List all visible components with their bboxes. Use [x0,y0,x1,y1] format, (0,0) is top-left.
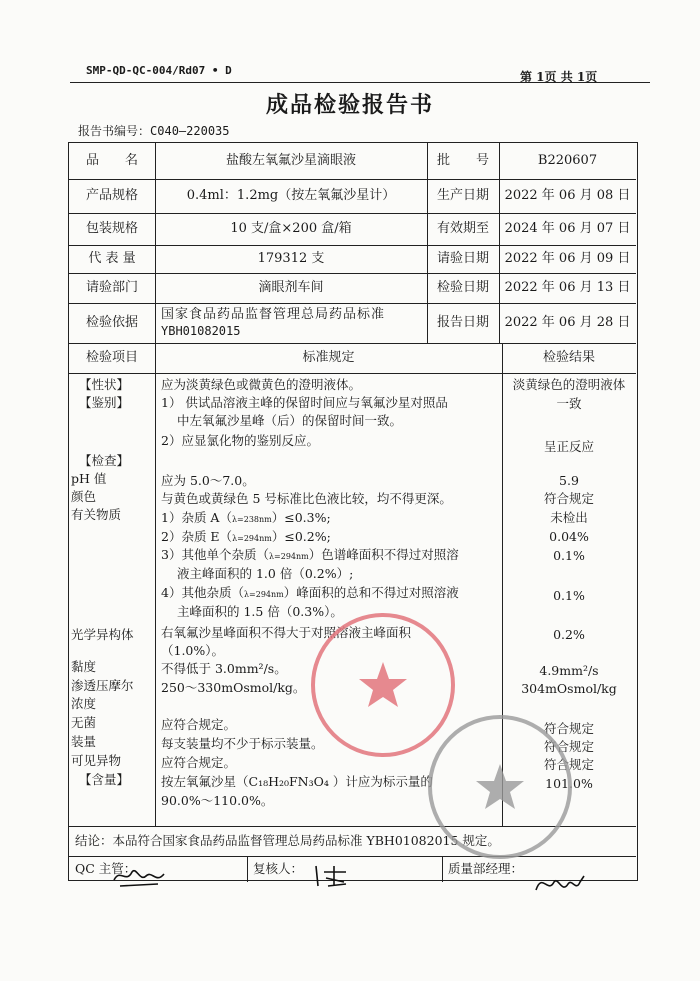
item-color: 颜色 [71,489,97,504]
qc-supervisor-signature [110,862,170,890]
item-ph: pH 值 [71,471,107,486]
standard-assay-line2: 90.0%～110.0%。 [161,793,274,808]
quantity-label: 代 表 量 [88,250,136,266]
item-identification: 【鉴别】 [79,395,130,410]
product-name: 盐酸左氧氟沙星滴眼液 [225,152,356,168]
batch-number: B220607 [537,152,598,168]
column-header-standard: 标准规定 [302,349,355,365]
spec-label: 产品规格 [85,187,138,203]
standard-assay-line1: 按左氧氟沙星（C₁₈H₂₀FN₃O₄ ）计应为标示量的 [161,774,433,789]
report-number-value: C040—220035 [150,124,230,138]
result-appearance: 淡黄绿色的澄明液体 [512,377,626,392]
gray-inspection-stamp [425,712,575,862]
result-osmotic: 304mOsmol/kg [521,681,617,696]
test-date: 2022 年 06 月 13 日 [504,279,631,295]
standard-color: 与黄色或黄绿色 5 号标准比色液比较，均不得更深。 [161,491,452,506]
item-optical-isomer: 光学异构体 [71,627,134,642]
result-ph: 5.9 [559,473,579,488]
result-optical-isomer: 0.2% [553,627,585,642]
item-related-substances: 有关物质 [71,507,122,522]
standard-ph: 应为 5.0～7.0。 [161,473,255,488]
production-date-label: 生产日期 [436,187,489,203]
result-impurity-e: 0.04% [549,529,589,544]
pack-value: 10 支/盒×200 盒/箱 [230,220,352,236]
single-impurity-wavelength: λ=294nm [268,552,309,561]
spec-value: 0.4ml：1.2mg（按左氧氟沙星计） [186,187,396,203]
department-label: 请验部门 [85,279,138,295]
result-single-impurity: 0.1% [553,548,585,563]
single-impurity-text: 3）其他单个杂质（ [161,547,269,562]
reviewer-label: 复核人： [253,860,304,876]
item-inspection: 【检查】 [79,453,130,468]
item-viscosity: 黏度 [71,659,97,674]
standard-single-impurity-line2: 液主峰面积的 1.0 倍（0.2%）; [177,566,354,581]
item-visible-particles: 可见异物 [71,753,122,768]
standard-visible-particles: 应符合规定。 [161,755,237,770]
expiry-date: 2024 年 06 月 07 日 [504,220,631,236]
item-fill-volume: 装量 [71,734,97,749]
total-impurity-wavelength: λ=294nm [243,590,284,599]
standard-total-impurity-line2: 主峰面积的 1.5 倍（0.3%）。 [177,604,343,619]
report-number [78,122,230,139]
standard-impurity-a [161,510,331,526]
impurity-e-wavelength: λ=294nm [232,534,272,543]
item-assay: 【含量】 [79,772,130,787]
col-rule [155,373,156,826]
standard-fill-volume: 每支装量均不少于标示装量。 [161,736,324,751]
result-sterility: 符合规定 [543,721,594,736]
result-color: 符合规定 [543,491,594,506]
result-identification-1: 一致 [556,396,582,411]
conclusion: 结论：本品符合国家食品药品监督管理总局药品标准 YBH01082015 规定。 [75,832,500,848]
standard-ident1-line1: 1） 供试品溶液主峰的保留时间应与氧氟沙星对照品 [161,395,448,410]
result-impurity-a: 未检出 [550,510,588,525]
result-identification-2: 呈正反应 [543,439,594,454]
qc-supervisor-label: QC 主管： [75,860,137,876]
impurity-e-text: 2）杂质 E（ [161,529,233,544]
request-date: 2022 年 06 月 09 日 [504,250,631,266]
standard-sterility: 应符合规定。 [161,717,237,732]
result-fill-volume: 符合规定 [543,739,594,754]
standard-optical-line2: （1.0%）。 [161,643,225,658]
expiry-label: 有效期至 [436,220,489,236]
basis-line2: YBH01082015 [161,323,241,338]
standard-osmotic: 250～330mOsmol/kg。 [161,680,306,695]
department-value: 滴眼剂车间 [258,279,324,295]
standard-single-impurity-line1 [161,547,459,563]
standard-optical-line1: 右氧氟沙星峰面积不得大于对照溶液主峰面积 [161,625,412,640]
standard-viscosity: 不得低于 3.0mm²/s。 [161,661,287,676]
item-appearance: 【性状】 [79,377,130,392]
reviewer-signature [312,862,352,890]
item-osmotic-line2: 浓度 [71,696,97,711]
result-assay: 101.0% [545,776,593,791]
impurity-a-text: 1）杂质 A（ [161,510,232,525]
column-header-result: 检验结果 [542,349,595,365]
report-date: 2022 年 06 月 28 日 [504,314,631,330]
result-viscosity: 4.9mm²/s [539,663,599,678]
total-impurity-limit: ）峰面积的总和不得过对照溶液 [283,585,459,600]
impurity-e-limit: ）≤0.2%; [271,529,331,544]
report-date-label: 报告日期 [436,314,489,330]
quantity-value: 179312 支 [257,250,325,266]
basis-value [155,303,427,343]
report-number-label: 报告书编号： [78,124,151,138]
batch-label: 批 号 [436,152,489,168]
quality-manager-signature [530,868,590,898]
item-osmotic-line1: 渗透压摩尔 [71,678,134,693]
impurity-a-limit: ）≤0.3%; [271,510,331,525]
standard-appearance: 应为淡黄绿色或微黄色的澄明液体。 [161,377,362,392]
result-visible-particles: 符合规定 [543,757,594,772]
request-date-label: 请验日期 [436,250,489,266]
production-date: 2022 年 06 月 08 日 [504,187,631,203]
test-date-label: 检验日期 [436,279,489,295]
page-title: 成品检验报告书 [265,92,434,118]
impurity-a-wavelength: λ=238nm [231,515,272,524]
header-rule [70,82,650,83]
page-info: 第 1页 共 1页 [520,70,598,84]
standard-ident2: 2）应显氯化物的鉴别反应。 [161,433,319,448]
quality-manager-label: 质量部经理： [448,860,524,876]
total-impurity-text: 4）其他杂质（ [161,585,244,600]
basis-label: 检验依据 [85,314,138,330]
document-code: SMP-QD-QC-004/Rd07 • D [86,64,232,77]
standard-ident1-line2: 中左氧氟沙星峰（后）的保留时间一致。 [177,413,403,428]
single-impurity-limit: ）色谱峰面积不得过对照溶 [308,547,459,562]
standard-impurity-e [161,529,331,545]
item-sterility: 无菌 [71,715,97,730]
product-label: 品 名 [85,152,138,168]
column-header-item: 检验项目 [85,349,138,365]
result-total-impurity: 0.1% [553,588,585,603]
pack-label: 包装规格 [85,220,138,236]
standard-total-impurity-line1 [161,585,459,601]
basis-line1: 国家食品药品监督管理总局药品标准 [161,306,386,322]
